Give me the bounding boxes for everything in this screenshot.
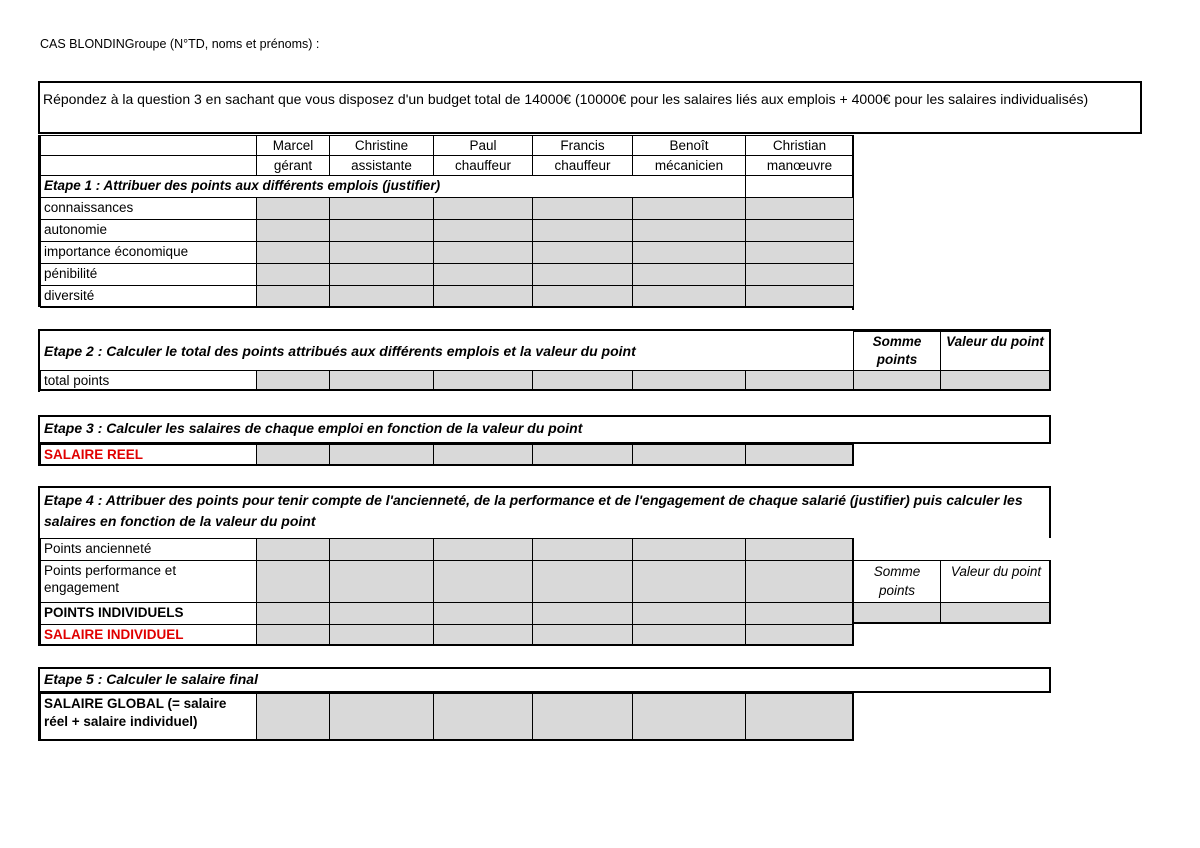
etape4-anciennete-row-cell: [329, 538, 433, 560]
etape1-row-cell: [532, 219, 632, 241]
etape1-row-cell: [632, 285, 745, 307]
etape3-row-cell: [256, 444, 329, 466]
etape1-row-cell: [256, 285, 329, 307]
etape1-row-cell: [329, 285, 433, 307]
etape5-cell: [745, 693, 853, 740]
intro-text: Répondez à la question 3 en sachant que vous disposez d'un budget total de 14000€ (10000€ pour les salaires liés aux emplois + 4000€ pour les salaires individualisés): [43, 91, 1089, 107]
etape1-row-cell: [532, 241, 632, 263]
etape4-anciennete-row-label: Points ancienneté: [40, 538, 256, 560]
etape3-row-cell: [329, 444, 433, 466]
etape4-anciennete-row-cell: [532, 538, 632, 560]
etape1-row-cell: [532, 285, 632, 307]
etape4-performance-row-cell: [329, 560, 433, 602]
employee-name: Benoît: [632, 135, 745, 155]
etape1-row-label: autonomie: [40, 219, 256, 241]
etape4-valeur-header: Valeur du point: [940, 560, 1051, 602]
etape2-somme-header: Somme points: [853, 331, 940, 370]
rule-line: [40, 306, 853, 308]
etape1-row-cell: [329, 219, 433, 241]
rule-line: [40, 739, 853, 741]
rule-line: [38, 486, 40, 538]
employee-name: Christine: [329, 135, 433, 155]
etape4-somme-header: Somme points: [853, 560, 940, 602]
employee-job: manœuvre: [745, 155, 853, 175]
etape4-points-row-cell: [329, 602, 433, 624]
etape4-points-row-label: POINTS INDIVIDUELS: [40, 602, 256, 624]
etape4-salaire-row-cell: [256, 624, 329, 646]
rule-line: [38, 486, 1051, 488]
etape3-row-cell: [745, 444, 853, 466]
etape1-row-cell: [329, 197, 433, 219]
etape2-valeur-header: Valeur du point: [940, 331, 1049, 370]
etape1-row-cell: [632, 197, 745, 219]
etape1-row-cell: [256, 263, 329, 285]
document-header: CAS BLONDINGroupe (N°TD, noms et prénoms) :: [40, 37, 320, 51]
rule-line: [38, 444, 40, 466]
etape1-row-cell: [433, 241, 532, 263]
etape4-anciennete-row-cell: [632, 538, 745, 560]
etape5-cell: [256, 693, 329, 740]
etape1-row-cell: [433, 219, 532, 241]
etape4-points-row-cell: [745, 602, 853, 624]
etape1-row-cell: [256, 241, 329, 263]
etape4-performance-row-cell: [433, 560, 532, 602]
etape4-performance-row-cell: [532, 560, 632, 602]
etape2-title: Etape 2 : Calculer le total des points attribués aux différents emplois et la valeur du point: [44, 343, 636, 359]
etape5-title: Etape 5 : Calculer le salaire final: [44, 671, 258, 687]
rule-line: [852, 693, 854, 741]
etape5-cell: [532, 693, 632, 740]
employee-job: gérant: [256, 155, 329, 175]
etape4-points-row-cell: [532, 602, 632, 624]
etape4-points-row-cell: [433, 602, 532, 624]
etape1-row-cell: [745, 263, 853, 285]
etape1-row-cell: [745, 197, 853, 219]
etape4-points-row-somme-cell: [853, 602, 940, 624]
rule-line: [1049, 486, 1051, 538]
rule-line: [852, 444, 854, 466]
etape4-performance-row-cell: [745, 560, 853, 602]
employee-name: Paul: [433, 135, 532, 155]
etape4-salaire-row-cell: [329, 624, 433, 646]
employee-job: chauffeur: [433, 155, 532, 175]
employee-name: Christian: [745, 135, 853, 155]
etape1-row-cell: [433, 197, 532, 219]
rule-line: [852, 538, 854, 646]
etape3-row-cell: [632, 444, 745, 466]
etape1-row-label: pénibilité: [40, 263, 256, 285]
employee-name: Francis: [532, 135, 632, 155]
employee-job: assistante: [329, 155, 433, 175]
etape4-salaire-row-cell: [632, 624, 745, 646]
jobs-label-cell: [40, 155, 256, 175]
etape1-row-cell: [256, 219, 329, 241]
rule-line: [853, 622, 1051, 624]
etape1-row-cell: [745, 219, 853, 241]
etape3-row-cell: [532, 444, 632, 466]
etape4-points-row-valeur-cell: [940, 602, 1051, 624]
rule-line: [40, 644, 853, 646]
etape3-row-cell: [433, 444, 532, 466]
etape4-anciennete-row-cell: [256, 538, 329, 560]
etape1-row-cell: [329, 263, 433, 285]
rule-line: [38, 135, 40, 307]
etape4-points-row-cell: [632, 602, 745, 624]
etape1-row-cell: [256, 197, 329, 219]
etape3-title: Etape 3 : Calculer les salaires de chaque emploi en fonction de la valeur du point: [44, 420, 583, 436]
etape1-row-cell: [745, 241, 853, 263]
etape1-row-label: connaissances: [40, 197, 256, 219]
etape1-row-cell: [632, 263, 745, 285]
rule-line: [40, 464, 853, 466]
etape1-row-label: importance économique: [40, 241, 256, 263]
etape4-salaire-row-cell: [532, 624, 632, 646]
etape5-label: SALAIRE GLOBAL (= salaire réel + salaire individuel): [40, 693, 256, 740]
etape1-row-cell: [329, 241, 433, 263]
etape4-anciennete-row-cell: [433, 538, 532, 560]
etape5-box: [38, 667, 1051, 693]
etape1-row-cell: [532, 197, 632, 219]
etape1-row-cell: [632, 219, 745, 241]
employee-job: mécanicien: [632, 155, 745, 175]
etape4-anciennete-row-cell: [745, 538, 853, 560]
etape4-performance-row-label: Points performance et engagement: [40, 560, 256, 602]
etape4-title: Etape 4 : Attribuer des points pour tenir compte de l'ancienneté, de la performance et de l'engagement de chaque salarié (justifier) puis calculer les salaires en fonction de la valeur du point: [44, 492, 1023, 529]
etape5-cell: [329, 693, 433, 740]
etape5-cell: [632, 693, 745, 740]
etape1-row-cell: [632, 241, 745, 263]
etape5-cell: [433, 693, 532, 740]
names-label-cell: [40, 135, 256, 155]
etape1-title: Etape 1 : Attribuer des points aux différents emplois (justifier): [40, 175, 745, 197]
employee-job: chauffeur: [532, 155, 632, 175]
etape1-row-label: diversité: [40, 285, 256, 307]
etape4-salaire-row-label: SALAIRE INDIVIDUEL: [40, 624, 256, 646]
etape4-points-row-cell: [256, 602, 329, 624]
etape4-performance-row-cell: [632, 560, 745, 602]
rule-line: [1049, 560, 1051, 624]
etape2-row-label: total points: [40, 370, 256, 390]
etape1-row-cell: [532, 263, 632, 285]
intro-box: [38, 81, 1142, 134]
etape3-row-label: SALAIRE REEL: [40, 444, 256, 466]
rule-line: [38, 693, 40, 741]
etape1-row-cell: [433, 263, 532, 285]
etape1-row-cell: [433, 285, 532, 307]
etape4-salaire-row-cell: [433, 624, 532, 646]
employee-name: Marcel: [256, 135, 329, 155]
rule-line: [38, 538, 40, 646]
etape4-salaire-row-cell: [745, 624, 853, 646]
etape4-performance-row-cell: [256, 560, 329, 602]
etape2-box: [38, 329, 1051, 391]
etape1-row-cell: [745, 285, 853, 307]
etape3-box: [38, 415, 1051, 444]
etape1-title-blank: [745, 175, 853, 197]
